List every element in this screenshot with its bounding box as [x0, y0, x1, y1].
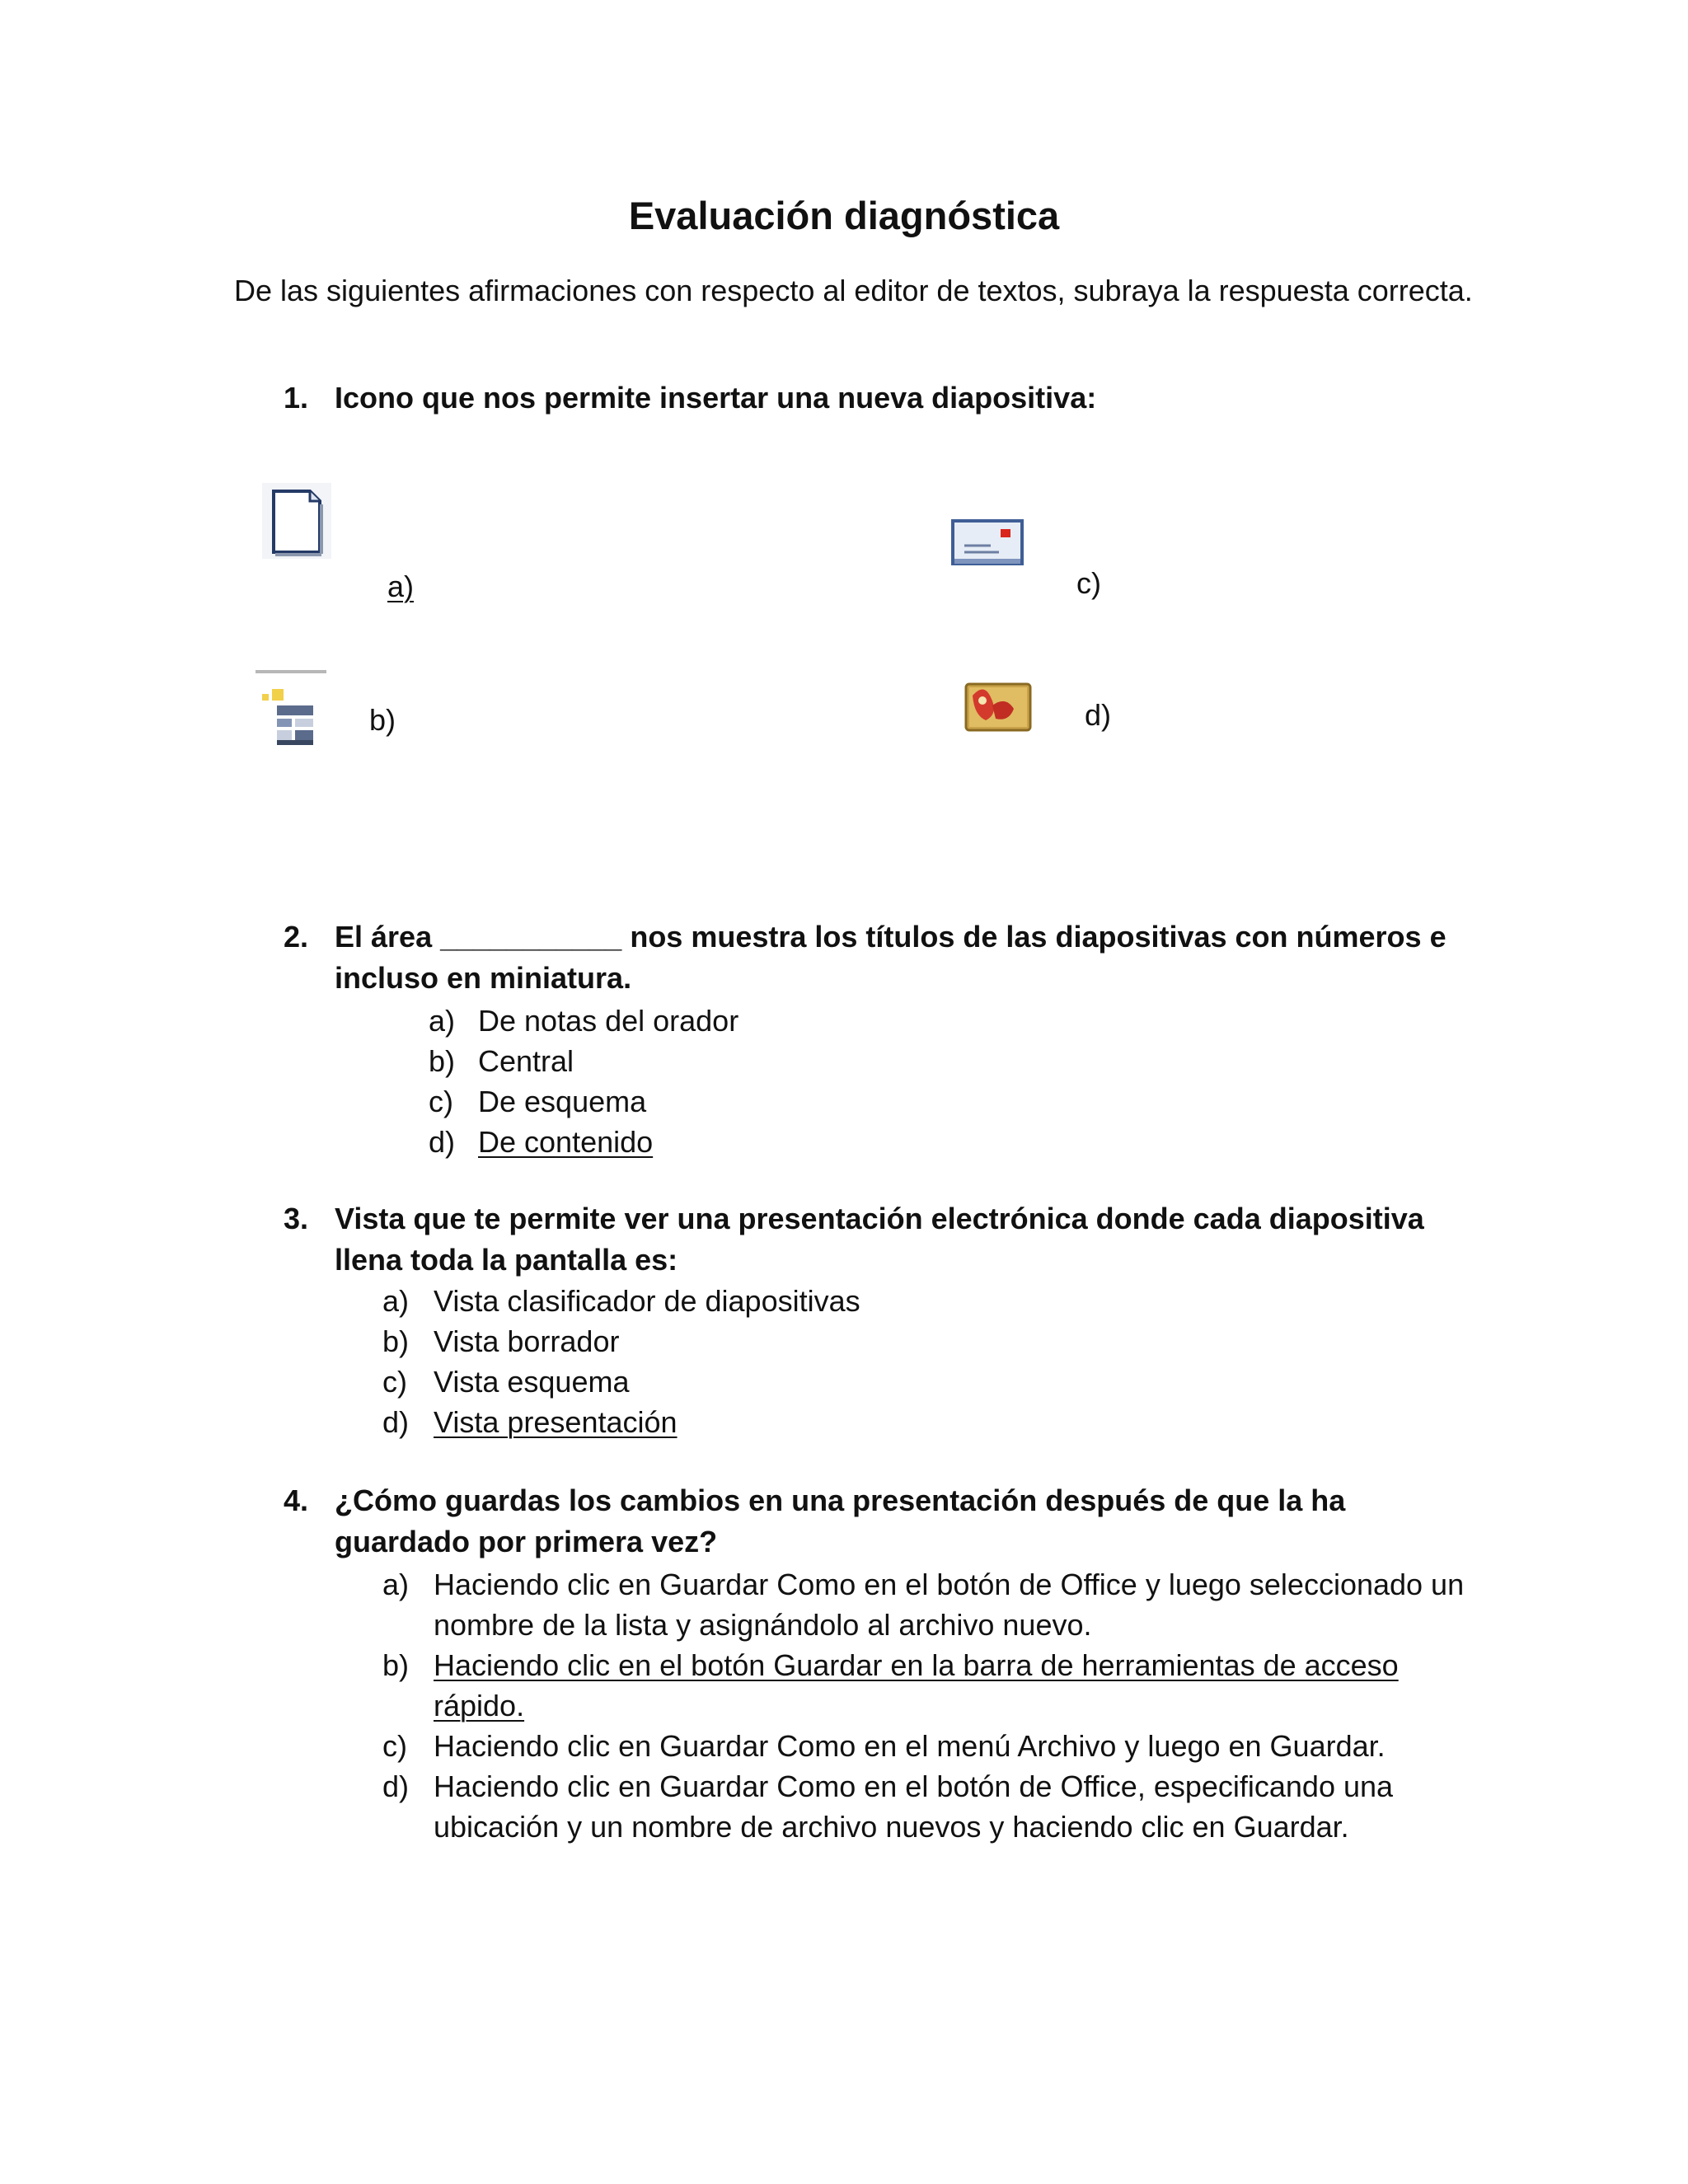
question-text: ¿Cómo guardas los cambios en una presentación después de que la ha guardado por primera vez?	[335, 1483, 1346, 1558]
clip-art-icon[interactable]	[963, 676, 1034, 739]
question-3	[284, 1198, 1454, 1281]
layout-grid-icon[interactable]	[256, 669, 326, 752]
new-slide-page-icon[interactable]	[262, 483, 331, 563]
options-list	[382, 1281, 1454, 1442]
question-number: 2.	[284, 920, 309, 954]
option-d[interactable]: d) Haciendo clic en Guardar Como en el botón de Office, especificando una ubicación y un nombre de archivo nuevos y haciendo clic en Guardar.	[382, 1769, 1394, 1844]
option-a[interactable]: a) Haciendo clic en Guardar Como en el botón de Office y luego seleccionado un nombre de la lista y asignándolo al archivo nuevo.	[382, 1568, 1465, 1642]
option-c[interactable]: c) De esquema	[429, 1085, 647, 1118]
option-b[interactable]: b) Central	[429, 1044, 574, 1078]
slide-envelope-icon[interactable]	[950, 516, 1025, 574]
option-b[interactable]: b) Vista borrador	[382, 1324, 620, 1358]
option-b-label: b)	[369, 703, 396, 737]
question-number: 1.	[284, 381, 309, 415]
question-number: 4.	[284, 1483, 309, 1517]
question-number: 3.	[284, 1202, 309, 1235]
question-text: Icono que nos permite insertar una nueva diapositiva:	[335, 381, 1097, 415]
page-title: Evaluación diagnóstica	[628, 194, 1060, 237]
option-b[interactable]: b) Haciendo clic en el botón Guardar en la barra de herramientas de acceso rápido.	[382, 1648, 1399, 1722]
option-d-label: d)	[1085, 698, 1112, 732]
option-c[interactable]: c) Vista esquema	[382, 1365, 630, 1399]
question-2	[284, 916, 1454, 999]
question-1	[284, 377, 1454, 419]
options-list	[382, 1564, 1470, 1847]
option-d[interactable]: d) De contenido	[429, 1125, 654, 1159]
option-c[interactable]: c) Haciendo clic en Guardar Como en el menú Archivo y luego en Guardar.	[382, 1729, 1386, 1763]
question-text: Vista que te permite ver una presentación electrónica donde cada diapositiva llena toda la pantalla es:	[335, 1202, 1424, 1277]
question-4	[284, 1480, 1454, 1563]
question-text: El área ___________ nos muestra los títulos de las diapositivas con números e incluso en miniatura.	[335, 920, 1447, 995]
instructions: De las siguientes afirmaciones con respecto al editor de textos, subraya la respuesta correcta.	[234, 274, 1473, 307]
option-a[interactable]: a) Vista clasificador de diapositivas	[382, 1284, 860, 1318]
options-list	[429, 1001, 1418, 1162]
option-a[interactable]: a) De notas del orador	[429, 1004, 739, 1038]
option-d[interactable]: d) Vista presentación	[382, 1405, 678, 1439]
option-a-label: a)	[387, 569, 415, 603]
option-c-label: c)	[1076, 566, 1101, 600]
